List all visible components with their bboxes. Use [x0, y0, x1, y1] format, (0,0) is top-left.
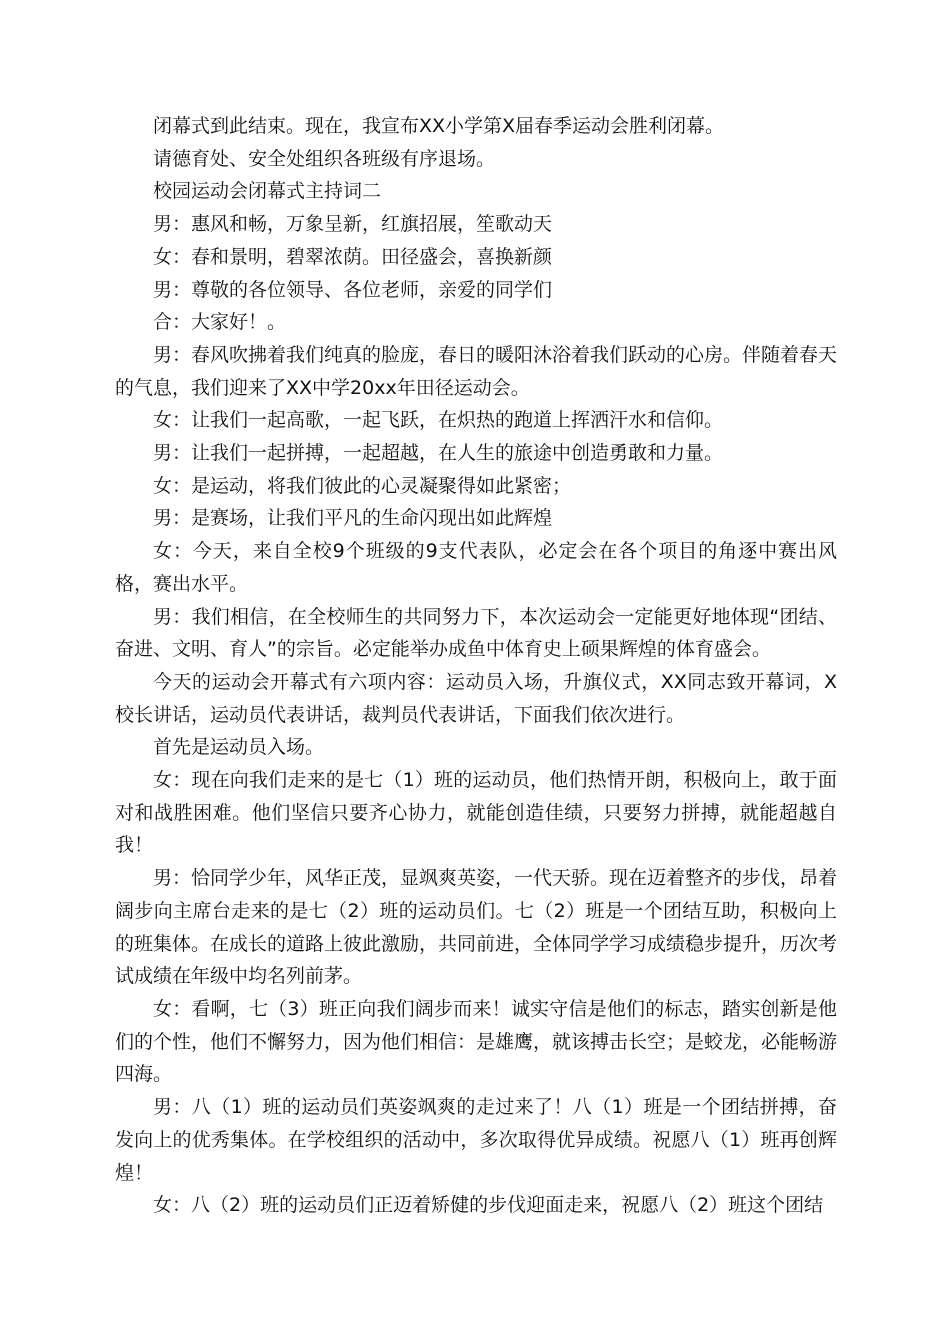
paragraph: 女：今天，来自全校9个班级的9支代表队，必定会在各个项目的角逐中赛出风格，赛出水平。	[115, 540, 837, 595]
paragraph: 女：是运动，将我们彼此的心灵凝聚得如此紧密；	[153, 474, 572, 497]
paragraph: 男：春风吹拂着我们纯真的脸庞，春日的暖阳沐浴着我们跃动的心房。伴随着春天的气息，我们迎来了XX中学20xx年田径运动会。	[115, 343, 838, 399]
paragraph: 男：尊敬的各位领导、各位老师，亲爱的同学们	[153, 278, 553, 301]
paragraph: 男：恰同学少年，风华正茂，显飒爽英姿，一代天骄。现在迈着整齐的步伐，昂着阔步向主席台走来的是七（2）班的运动员们。七（2）班是一个团结互助，积极向上的班集体。在成长的道路上彼此激励，共同前进，全体同学学习成绩稳步提升，历次考试成绩在年级中均名列前茅。	[115, 867, 838, 988]
paragraph: 女：现在向我们走来的是七（1）班的运动员，他们热情开朗，积极向上，敢于面对和战胜困难。他们坚信只要齐心协力，就能创造佳绩，只要努力拼搏，就能超越自我！	[115, 769, 837, 857]
paragraph: 男：是赛场，让我们平凡的生命闪现出如此辉煌	[153, 507, 553, 530]
paragraph: 女：让我们一起高歌，一起飞跃，在炽热的跑道上挥洒汗水和信仰。	[153, 409, 724, 432]
document-page	[115, 110, 837, 1222]
paragraph: 合：大家好！。	[153, 311, 287, 334]
paragraph: 今天的运动会开幕式有六项内容：运动员入场，升旗仪式，XX同志致开幕词，X校长讲话，运动员代表讲话，裁判员代表讲话，下面我们依次进行。	[115, 670, 837, 726]
paragraph: 闭幕式到此结束。现在，我宣布XX小学第X届春季运动会胜利闭幕。	[153, 115, 725, 137]
paragraph: 男：八（1）班的运动员们英姿飒爽的走过来了！八（1）班是一个团结拼搏，奋发向上的优秀集体。在学校组织的活动中，多次取得优异成绩。祝愿八（1）班再创辉煌！	[115, 1096, 837, 1184]
paragraph: 男：让我们一起拼搏，一起超越，在人生的旅途中创造勇敢和力量。	[153, 442, 724, 465]
paragraph: 男：我们相信，在全校师生的共同努力下，本次运动会一定能更好地体现“团结、奋进、文明、育人”的宗旨。必定能举办成鱼中体育史上硕果辉煌的体育盛会。	[115, 605, 837, 661]
paragraph: 首先是运动员入场。	[153, 736, 325, 759]
paragraph: 女：看啊，七（3）班正向我们阔步而来！诚实守信是他们的标志，踏实创新是他们的个性，他们不懈努力，因为他们相信：是雄鹰，就该搏击长空；是蛟龙，必能畅游四海。	[115, 997, 838, 1086]
paragraph: 请德育处、安全处组织各班级有序退场。	[153, 147, 496, 170]
paragraph: 女：八（2）班的运动员们正迈着矫健的步伐迎面走来，祝愿八（2）班这个团结	[153, 1194, 824, 1217]
section-heading: 校园运动会闭幕式主持词二	[153, 180, 382, 203]
paragraph: 女：春和景明，碧翠浓荫。田径盛会，喜换新颜	[153, 245, 553, 268]
paragraph: 男：惠风和畅，万象呈新，红旗招展，笙歌动天	[153, 213, 553, 236]
